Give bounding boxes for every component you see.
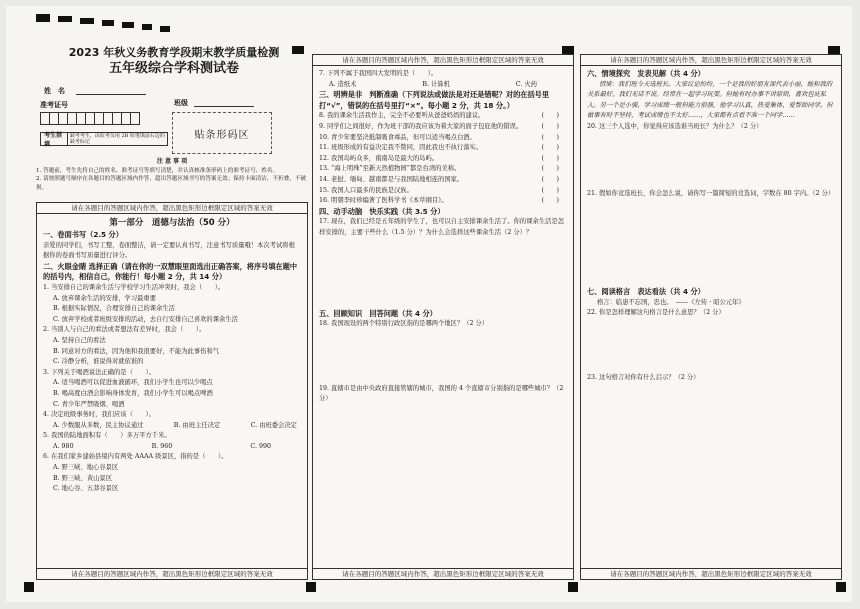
tf-item: 14. 老挝、缅甸、越南都是与我国陆地相连的国家。 ( ) bbox=[319, 175, 567, 186]
warning-text: 请在各题目的答题区域内作答，超出黑色矩形边框限定区域的答案无效 bbox=[37, 203, 307, 214]
registration-mark bbox=[24, 582, 34, 592]
option: A. 野三峡、地心谷景区 bbox=[53, 464, 119, 472]
option: C. 地心谷、五莽谷景区 bbox=[53, 485, 119, 493]
section-title: 六、情境探究 发表见解（共 4 分） bbox=[587, 69, 705, 78]
registration-mark bbox=[102, 20, 114, 26]
question-text: 6. 在我们家乡建始县境内有两处 AAAA 级景区，指的是（ ）。 bbox=[43, 453, 228, 461]
notes-title: 注 意 事 项 bbox=[156, 158, 188, 165]
question-text: 4. 决定班级事务时，我们应该（ ）。 bbox=[43, 411, 155, 419]
question-text: 18. 我国现设的两个特别行政区指的是哪两个地区？（2 分） bbox=[319, 320, 489, 328]
option: A. 少数服从多数，民主协议通过 bbox=[53, 421, 144, 429]
option: B. 由班主任决定 bbox=[173, 421, 221, 429]
question-text: 17. 现在，我们已经是五年级的学生了，也可以自主安排课余生活了。你的课余生活是怎样安排的，主要干些什么（1.5 分）？为什么会选择这些课余生活（2 分）？ bbox=[319, 218, 565, 236]
option: C. 由班委会决定 bbox=[250, 421, 297, 429]
question-text: 22. 你是怎样理解这句格言是什么意思？（2 分） bbox=[587, 309, 725, 317]
exam-subtitle: 五年级综合学科测试卷 bbox=[108, 61, 239, 76]
option: A. 980 bbox=[53, 442, 74, 450]
warning-text: 请在各题目的答题区域内作答，超出黑色矩形边框限定区域的答案无效 bbox=[313, 568, 573, 579]
option: C. 990 bbox=[250, 442, 271, 450]
answer-column-2 bbox=[312, 54, 574, 580]
section-title: 五、回顾知识 回答问题（共 4 分） bbox=[319, 308, 437, 318]
registration-mark bbox=[58, 16, 72, 22]
answer-space[interactable] bbox=[319, 239, 567, 309]
option: C. 火药 bbox=[515, 80, 537, 88]
question-text: 2. 当别人与自己的看法或者想法有差异时，我会（ ）。 bbox=[43, 326, 206, 334]
answer-bracket[interactable]: ( ) bbox=[541, 122, 559, 130]
answer-bracket[interactable]: ( ) bbox=[541, 175, 559, 183]
option: B. 野三峡、黄山景区 bbox=[53, 474, 113, 482]
section-title: 七、阅读格言 表达看法（共 4 分） bbox=[587, 287, 705, 297]
section-title: 一、卷面书写（2.5 分） bbox=[43, 230, 123, 239]
motto: 格言：临患不忘国，忠也。 ——《左传 · 昭公元年》 bbox=[597, 298, 745, 306]
question-text: 3. 下列关于喝酒说法正确的是（ ）。 bbox=[43, 368, 155, 376]
section-title: 二、火眼金睛 选择正确（请在你的一双慧眼里面选出正确答案，将序号填在题中的括号内，相信自己，你能行！每小题 2 分，共 14 分） bbox=[43, 261, 298, 282]
notes bbox=[36, 158, 308, 192]
answer-bracket[interactable]: ( ) bbox=[541, 165, 559, 173]
tf-item: 12. 我国岛屿众多，南南岛是最大的岛屿。 ( ) bbox=[319, 154, 567, 165]
section-title: 三、明辨是非 判断准确（下列说法或做法是对还是错呢？对的在括号里打“√”，错误的在括号里打“×”。每小题 2 分，共 18 分。） bbox=[319, 90, 550, 110]
option: B. 喝高度白酒会影响身体发育，我们小学生可以喝点啤酒 bbox=[53, 389, 213, 397]
tf-item: 16. 明朝李时珍编著了医科学书《本草纲目》。 ( ) bbox=[319, 196, 567, 207]
registration-mark bbox=[562, 46, 574, 54]
class-label: 班级 bbox=[174, 99, 188, 107]
option: C. 放弃学校或者班级安排的活动，去自行安排自己喜欢的课余生活 bbox=[53, 315, 238, 323]
option: C. 青少年严禁吸烟、喝酒 bbox=[53, 400, 125, 408]
section-title: 四、动手动脑 快乐实践（共 3.5 分） bbox=[319, 206, 445, 216]
answer-bracket[interactable]: ( ) bbox=[541, 112, 559, 120]
answer-bracket[interactable]: ( ) bbox=[541, 197, 559, 205]
option: B. 计算机 bbox=[422, 80, 450, 88]
answer-space[interactable] bbox=[587, 133, 835, 189]
class-field[interactable] bbox=[194, 106, 254, 107]
forbid-box bbox=[40, 132, 168, 146]
name-field[interactable] bbox=[76, 94, 146, 95]
option: A. 坚持自己的看法 bbox=[53, 336, 106, 344]
question-text: 1. 当安排自己的课余生活与学校学习生活冲突时，我会（ ）。 bbox=[43, 283, 225, 291]
registration-mark bbox=[122, 22, 134, 28]
answer-sheet bbox=[6, 6, 852, 602]
question-text: 亲爱的同学们，书写工整，卷面整洁，请一定要认真书写，注意书写质量哦！本次考试将根据你的卷面书写质量进行评分。 bbox=[43, 241, 295, 260]
answer-space[interactable] bbox=[587, 199, 835, 287]
tf-item: 9. 同学们之间很好，作为班干部的我应该为着大家的面子包庇他的错误。 ( ) bbox=[319, 122, 567, 133]
ticket-number-boxes[interactable] bbox=[40, 112, 139, 125]
barcode-area: 贴条形码区 bbox=[172, 112, 272, 154]
tf-item: 15. 我国人口最多的民族是汉族。 ( ) bbox=[319, 186, 567, 197]
note-item: 1. 答题前，考生先将自己的姓名、准考证号等填写清楚，并认真核准条形码上的准考证号、姓名。 bbox=[36, 167, 279, 174]
ticket-label: 准考证号 bbox=[40, 101, 68, 109]
question-text: 23. 这句格言对你有什么启示？（2 分） bbox=[587, 373, 700, 381]
forbid-label: 考生禁填 bbox=[41, 133, 68, 145]
question-text: 21. 假如你竞选班长，你会怎么说，请你写一篇简短的竞选词，字数在 80 字内。（2 分） bbox=[587, 189, 835, 197]
option: B. 960 bbox=[151, 442, 173, 450]
registration-mark bbox=[828, 46, 840, 54]
question-text: 19. 直辖市是由中央政府直接管辖的城市，我国的 4 个直辖市分别指的是哪些城市？（2 分） bbox=[319, 384, 564, 403]
registration-mark bbox=[568, 582, 578, 592]
registration-mark bbox=[142, 24, 152, 30]
exam-header bbox=[36, 46, 312, 198]
exam-title: 2023 年秋义务教育学段期末教学质量检测 bbox=[68, 46, 280, 59]
registration-mark bbox=[160, 26, 170, 32]
option: A. 适当喝酒可以促进血液循环，我们小学生也可以少喝点 bbox=[53, 379, 213, 387]
forbid-note: 缺考考生，由监考员用 2B 铅笔填涂右边的缺考标记 bbox=[69, 133, 165, 145]
option: B. 同意对方的看法，因为他和我很要好，不能为此事伤和气 bbox=[53, 347, 220, 355]
warning-text: 请在各题目的答题区域内作答，超出黑色矩形边框限定区域的答案无效 bbox=[37, 568, 307, 579]
answer-space[interactable] bbox=[319, 330, 567, 384]
name-label: 姓 名 bbox=[44, 87, 65, 95]
option: A. 放弃课余生活的安排，学习最重要 bbox=[53, 294, 157, 302]
question-text: 20. 这三个人选中，你觉得应该选谁当班长？为什么？（2 分） bbox=[587, 122, 763, 130]
question-text: 5. 我国的陆地面积有（ ）多万平方千米。 bbox=[43, 432, 171, 440]
passage: 情境：我们班今天选班长。大家议论纷纷，一个是我的好朋友课代表小丽，她和我的关系最好。我们无话不说。经常在一起学习玩耍。但她有时办事不讲原则，喜欢包庇私人。另一个是小强，学习成绩一般但能力很强，他学习认真，热爱集体，爱帮助同学。但做事有时不坚持，考试成绩也不太好……，大家都有点看不准一个同学…… bbox=[587, 80, 833, 120]
part-title: 第一部分 道德与法治（50 分） bbox=[109, 218, 235, 228]
answer-space[interactable] bbox=[587, 319, 835, 373]
tf-item: 13. “海上明珠”至新天然植物园”都是台湾的美称。 ( ) bbox=[319, 164, 567, 175]
answer-column-1 bbox=[36, 202, 308, 580]
registration-mark bbox=[306, 582, 316, 592]
registration-mark bbox=[36, 14, 50, 22]
option: A. 造纸术 bbox=[329, 80, 357, 88]
warning-text: 请在各题目的答题区域内作答，超出黑色矩形边框限定区域的答案无效 bbox=[581, 55, 841, 66]
registration-mark bbox=[836, 582, 846, 592]
option: C. 冷静分析，谁说得对就依谁的 bbox=[53, 358, 144, 366]
tf-item: 11. 班级形成的有益决定我不赞同，因此我也不执行落实。 ( ) bbox=[319, 143, 567, 154]
answer-bracket[interactable]: ( ) bbox=[541, 144, 559, 152]
answer-column-3 bbox=[580, 54, 842, 580]
option: B. 根据实际情况，合理安排自己的课余生活 bbox=[53, 305, 175, 313]
warning-text: 请在各题目的答题区域内作答，超出黑色矩形边框限定区域的答案无效 bbox=[581, 568, 841, 579]
answer-bracket[interactable]: ( ) bbox=[541, 133, 559, 141]
answer-bracket[interactable]: ( ) bbox=[541, 186, 559, 194]
question-text: 7. 下列不属于我国四大发明的是（ ）。 bbox=[319, 70, 438, 77]
note-item: 2. 请按照题号顺序在各题目的答题区域内作答，超出答题区域书写的答案无效；保持卡面清洁，不折叠，不破损。 bbox=[36, 176, 307, 191]
warning-text: 请在各题目的答题区域内作答，超出黑色矩形边框限定区域的答案无效 bbox=[313, 55, 573, 66]
tf-item: 8. 我的课余生活我作主，完全不必要听从爸爸妈妈的建议。 ( ) bbox=[319, 111, 567, 122]
registration-mark bbox=[80, 18, 94, 24]
tf-item: 10. 青少年要坚决抵制吸食毒品，但可以适当喝点白酒。 ( ) bbox=[319, 133, 567, 144]
answer-bracket[interactable]: ( ) bbox=[541, 154, 559, 162]
